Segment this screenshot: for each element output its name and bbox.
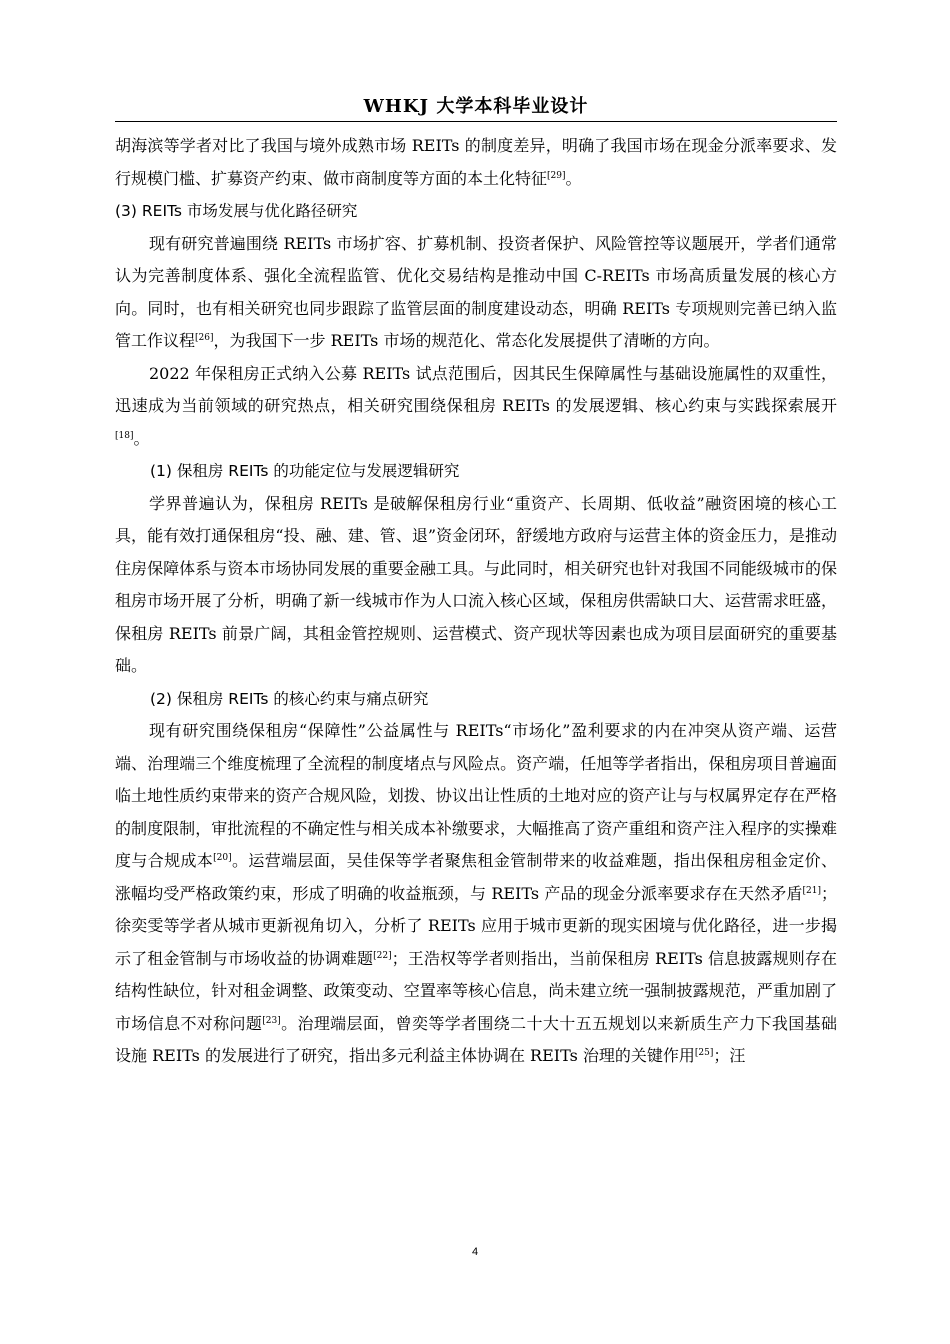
body-text <box>115 130 837 1073</box>
citation: [25] <box>694 1048 714 1058</box>
citation: [22] <box>373 950 392 961</box>
header-rule <box>115 121 837 122</box>
citation: [21] <box>802 885 821 896</box>
citation: [29] <box>547 170 566 181</box>
paragraph: 现有研究普遍围绕 REITs 市场扩容、扩募机制、投资者保护、风险管控等议题展开，学者们通常认为完善制度体系、强化全流程监管、优化交易结构是推动中国 C-REITs 市场高质量发展的核心方向。同时，也有相关研究也同步跟踪了监管层面的制度建设动态，明确 REITs 专项规则完善已纳入监管工作议程[26]，为我国下一步 REITs 市场的规范化、常态化发展提供了清晰的方向。 <box>115 233 837 350</box>
section-heading: (3) REITs 市场发展与优化路径研究 <box>115 202 358 220</box>
subsection-heading: (2) 保租房 REITs 的核心约束与痛点研究 <box>150 689 429 708</box>
paragraph: 胡海滨等学者对比了我国与境外成熟市场 REITs 的制度差异，明确了我国市场在现金分派率要求、发行规模门槛、扩募资产约束、做市商制度等方面的本土化特征[29]。 <box>115 136 837 188</box>
citation: [20] <box>213 853 232 863</box>
citation: [18] <box>115 430 134 441</box>
paragraph: 现有研究围绕保租房“保障性”公益属性与 REITs“市场化”盈利要求的内在冲突从资产端、运营端、治理端三个维度梳理了全流程的制度堵点与风险点。资产端，任旭等学者指出，保租房项目普遍面临土地性质约束带来的资产合规风险，划拨、协议出让性质的土地对应的资产让与与权属界定存在严格的制度限制，审批流程的不确定性与相关成本补缴要求，大幅推高了资产重组和资产注入程序的实操难度与合规成本[20]。运营端层面，吴佳保等学者聚焦租金管制带来的收益难题，指出保租房租金定价、涨幅均受严格政策约束，形成了明确的收益瓶颈，与 REITs 产品的现金分派率要求存在天然矛盾[21]；徐奕雯等学者从城市更新视角切入，分析了 REITs 应用于城市更新的现实困境与优化路径，进一步揭示了租金管制与市场收益的协调难题[22]；王浩权等学者则指出，当前保租房 REITs 信息披露规则存在结构性缺位，针对租金调整、政策变动、空置率等核心信息，尚未建立统一强制披露规范，严重加剧了市场信息不对称问题[23]。治理端层面，曾奕等学者围绕二十大十五五规划以来新质生产力下我国基础设施 REITs 的发展进行了研究，指出多元利益主体协调在 REITs 治理的关键作用[25]；汪 <box>115 721 837 1065</box>
citation: [23] <box>262 1015 281 1026</box>
subsection-heading: (1) 保租房 REITs 的功能定位与发展逻辑研究 <box>150 462 460 480</box>
paragraph: 2022 年保租房正式纳入公募 REITs 试点范围后，因其民生保障属性与基础设施属性的双重性，迅速成为当前领域的研究热点，相关研究围绕保租房 REITs 的发展逻辑、核心约束与实践探索展开[18]。 <box>115 363 837 448</box>
page-number: 4 <box>471 1246 479 1258</box>
citation: [26] <box>195 333 214 343</box>
paragraph: 学界普遍认为，保租房 REITs 是破解保租房行业“重资产、长周期、低收益”融资困境的核心工具，能有效打通保租房“投、融、建、管、退”资金闭环，舒缓地方政府与运营主体的资金压力，是推动住房保障体系与资本市场协同发展的重要金融工具。与此同时，相关研究也针对我国不同能级城市的保租房市场开展了分析，明确了新一线城市作为人口流入核心区域，保租房供需缺口大、运营需求旺盛，保租房 REITs 前景广阔，其租金管控规则、运营模式、资产现状等因素也成为项目层面研究的重要基础。 <box>115 493 837 675</box>
page-header-title: WHKJ 大学本科毕业设计 <box>363 96 589 117</box>
